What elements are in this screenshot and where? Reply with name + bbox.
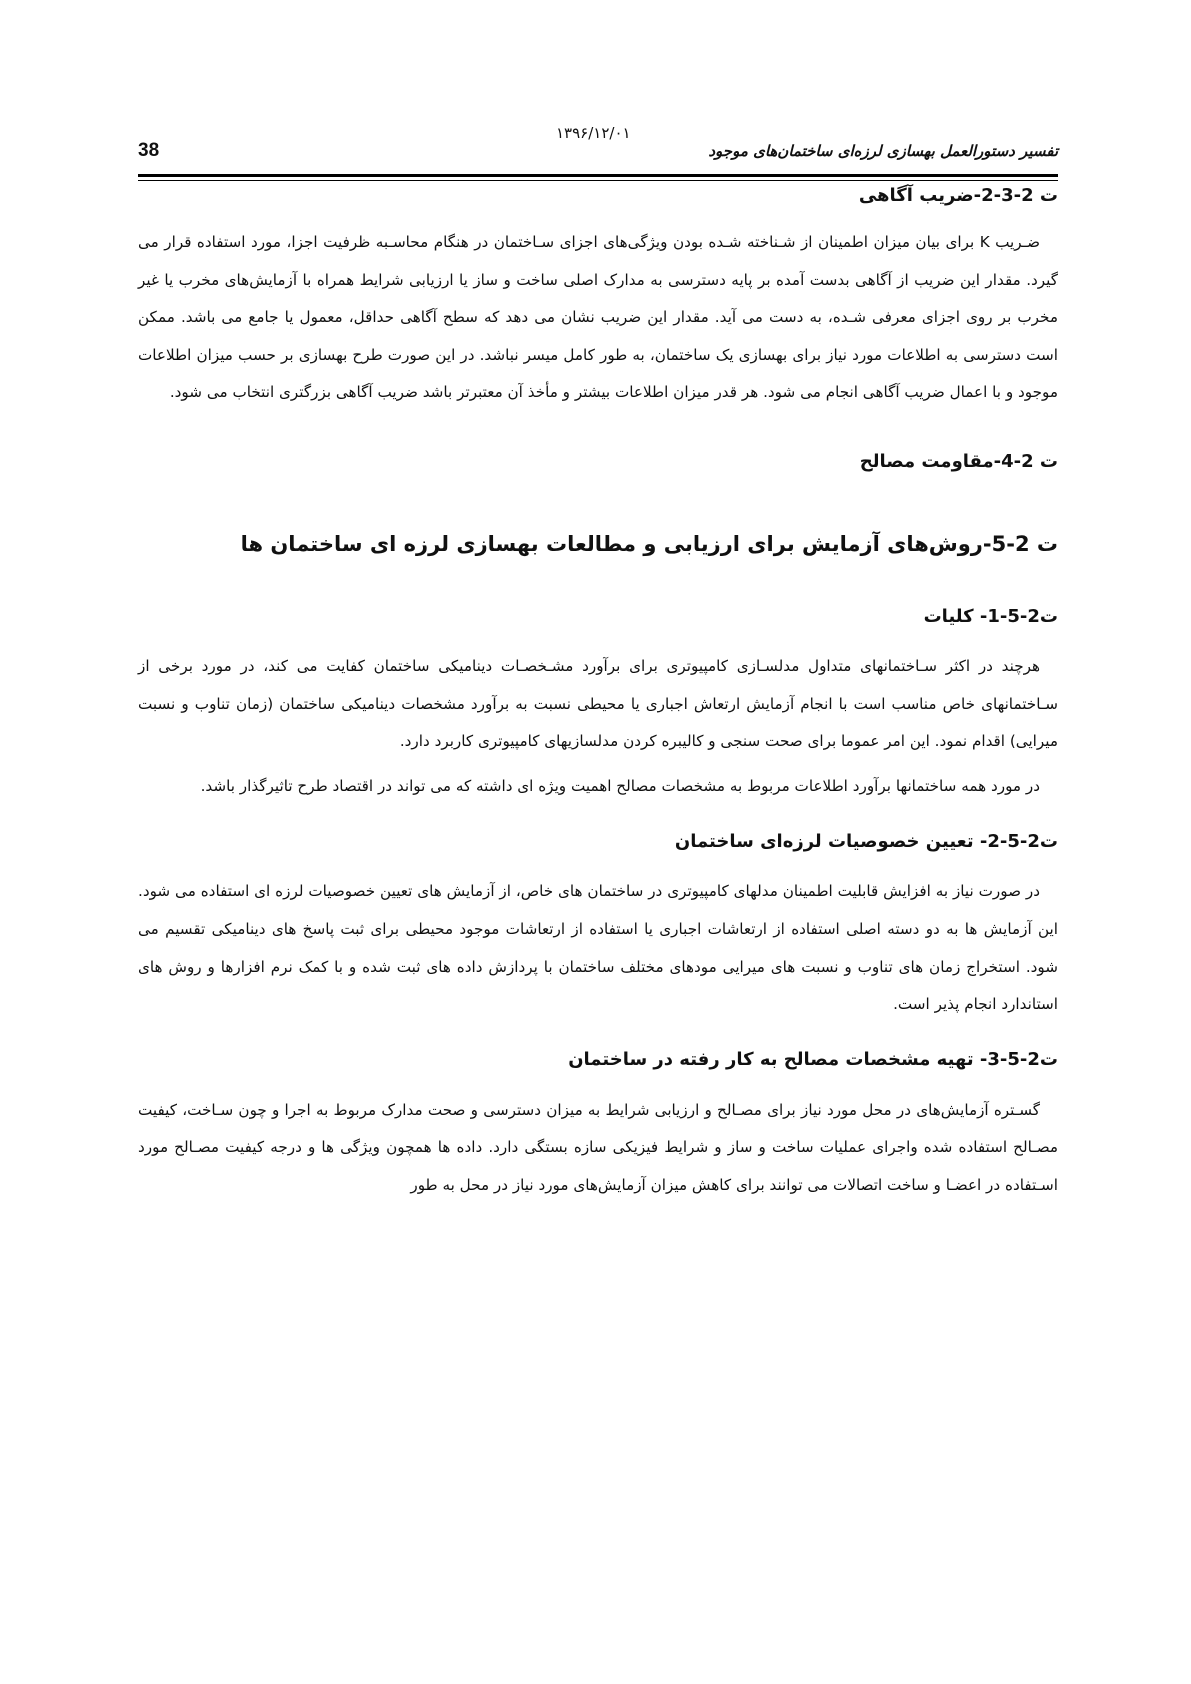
section-heading: ت 2-5-روش‌های آزمایش برای ارزیابی و مطالعات بهسازی لرزه ای ساختمان ها	[240, 531, 1058, 556]
page-number: 38	[138, 140, 160, 161]
body-paragraph: در صورت نیاز به افزایش قابلیت اطمینان مدلهای کامپیوتری در ساختمان های خاص، از آزمایش های تعیین خصوصیات لرزه ای استفاده می شود. این آزمایش ها به دو دسته اصلی استفاده از ارتعاشات اجباری یا استفاده از ارتعاشات موجود محیطی برای ثبت پاسخ های دینامیکی تقسیم می شود. استخراج زمان های تناوب و نسبت های میرایی مودهای مختلف ساختمان با پردازش داده های ثبت شده و با کمک نرم افزارها و روش های استاندارد انجام پذیر است.	[138, 882, 1058, 1014]
section-heading: ت2-5-2- تعیین خصوصیات لرزه‌ای ساختمان	[674, 831, 1058, 853]
section-heading: ت2-5-3- تهیه مشخصات مصالح به کار رفته در ساختمان	[568, 1048, 1058, 1070]
section-heading: ت 2-3-2-ضریب آگاهی	[858, 185, 1058, 206]
page-header	[138, 122, 1058, 170]
running-title: تفسیر دستورالعمل بهسازی لرزه‌ای ساختمان‌های موجود	[708, 142, 1058, 160]
header-rule-thin	[138, 180, 1058, 181]
header-date: ۱۳۹۶/۱۲/۰۱	[556, 124, 631, 142]
page-body	[138, 185, 1058, 1205]
body-paragraph: گسـتره آزمایش‌های در محل مورد نیاز برای مصـالح و ارزیابی شرایط به میزان دسترسی و صحت مدارک مربوط به اجرا و چون سـاخت، کیفیت مصـالح استفاده شده واجرای عملیات ساخت و ساز و شرایط فیزیکی سازه بستگی دارد. داده ها همچون ویژگی ها و درجه کیفیت مصـالح مورد اسـتفاده در اعضـا و ساخت اتصالات می توانند برای کاهش میزان آزمایش‌های مورد نیاز در محل به طور	[138, 1100, 1058, 1194]
header-rule-thick	[138, 174, 1058, 177]
body-paragraph: هرچند در اکثر سـاختمانهای متداول مدلسـازی کامپیوتری برای برآورد مشـخصـات دینامیکی ساختمان کفایت می کند، در مورد برخی از سـاختمانهای خاص مناسب است با انجام آزمایش ارتعاش اجباری یا محیطی نسبت به برآورد مشخصات دینامیکی ساختمان (زمان تناوب و نسبت میرایی) اقدام نمود. این امر عموما برای صحت سنجی و کالیبره کردن مدلسازیهای کامپیوتری کاربرد دارد.	[138, 656, 1058, 751]
section-heading: ت 2-4-مقاومت مصالح	[859, 450, 1058, 472]
section-heading: ت2-5-1- کلیات	[923, 605, 1058, 627]
body-paragraph: در مورد همه ساختمانها برآورد اطلاعات مربوط به مشخصات مصالح اهمیت ویژه ای داشته که می تواند در اقتصاد طرح تاثیرگذار باشد.	[200, 776, 1040, 795]
body-paragraph: ضـریب K برای بیان میزان اطمینان از شـناخته شـده بودن ویژگی‌های اجزای سـاختمان در هنگام محاسـبه ظرفیت اجزا، مورد استفاده قرار می گیرد. مقدار این ضریب از آگاهی بدست آمده بر پایه دسترسی به مدارک اصلی ساخت و ساز یا ارزیابی شرایط همراه با آزمایش‌های مخرب یا غیر مخرب بر روی اجزای معرفی شـده، به دست می آید. مقدار این ضریب نشان می دهد که سطح آگاهی حداقل، معمول یا جامع می باشد. ممکن است دسترسی به اطلاعات مورد نیاز برای بهسازی یک ساختمان، به طور کامل میسر نباشد. در این صورت طرح بهسازی بر حسب میزان اطلاعات موجود و با اعمال ضریب آگاهی انجام می شود. هر قدر میزان اطلاعات بیشتر و مأخذ آن معتبرتر باشد ضریب آگاهی بزرگتری انتخاب می شود.	[138, 233, 1058, 402]
